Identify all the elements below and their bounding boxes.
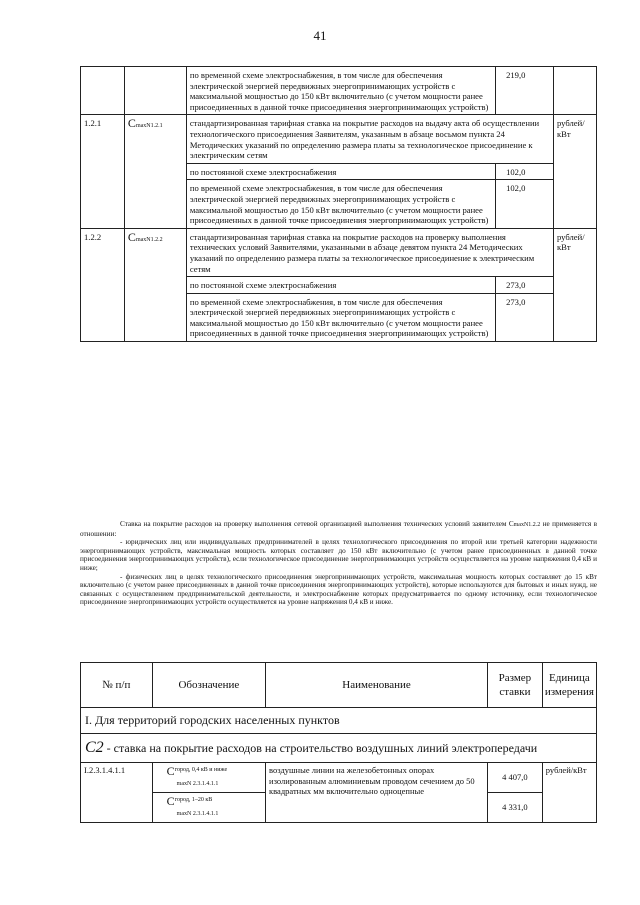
row-code xyxy=(124,67,186,115)
row-number: 1.2.2 xyxy=(81,228,125,341)
row-value: 273,0 xyxy=(496,277,554,294)
row-number xyxy=(81,67,125,115)
row-description: стандартизированная тарифная ставка на покрытие расходов на выдачу акта об осуществлении технологического присоединения Заявителям, указанным в абзаце восьмом пункта 24 Методических указаний по определению размера платы за технологическое присоединение к электрическим сетям xyxy=(186,115,553,163)
code-symbol: C xyxy=(166,763,175,778)
row-number: 1.2.1 xyxy=(81,115,125,228)
code-subscript: maxN 2.3.1.4.1.1 xyxy=(176,781,219,788)
row-value: 102,0 xyxy=(496,163,554,180)
code-symbol: C xyxy=(166,793,175,808)
row-unit: рублей/кВт xyxy=(553,228,596,341)
table-row xyxy=(81,763,597,793)
row-value: 219,0 xyxy=(496,67,554,115)
row-description: по временной схеме электроснабжения, в том числе для обеспечения электрической энергией передвижных энергопринимающих устройств с максимальной мощностью до 150 кВт включительно (с учетом мощности ранее присоединенных в данной точке присоединения энергопринимающих устройств) xyxy=(186,180,495,228)
row-code xyxy=(152,792,265,822)
row-unit: рублей/кВт xyxy=(553,115,596,228)
c2-title: - ставка на покрытие расходов на строительство воздушных линий электропередачи xyxy=(103,741,538,755)
row-description: по временной схеме электроснабжения, в том числе для обеспечения электрической энергией передвижных энергопринимающих устройств с максимальной мощностью до 150 кВт включительно (с учетом мощности ранее присоединенных в данной точке присоединения энергопринимающих устройств) xyxy=(186,293,495,341)
header-code: Обозначение xyxy=(152,663,265,708)
notes-block xyxy=(80,520,597,607)
note-paragraph: - физических лиц в целях технологического присоединения энергопринимающих устройств, максимальная мощность которых составляет до 15 кВт включительно (с учетом ранее присоединенных в данной точке присоединения энергопринимающих устройств), которые используются для бытовых и иных нужд, не связанных с осуществлением предпринимательской деятельности, и электроснабжение которых предусматривается по одному источнику, если технологическое присоединение энергопринимающих устройств осуществляется на уровне напряжения 0,4 кВ и ниже. xyxy=(80,572,597,607)
note-paragraph xyxy=(80,520,597,538)
table-row xyxy=(81,115,597,163)
row-number: I.2.3.1.4.1.1 xyxy=(81,763,153,823)
section-row xyxy=(81,708,597,734)
note-text: Ставка на покрытие расходов на проверку выполнения сетевой организацией выполнения технических условий заявителем C xyxy=(120,520,514,528)
header-name: Наименование xyxy=(266,663,488,708)
table-row xyxy=(81,228,597,276)
row-code xyxy=(124,115,186,228)
code-symbol: C xyxy=(127,229,136,244)
row-value: 273,0 xyxy=(496,293,554,341)
row-description: воздушные линии на железобетонных опорах изолированным алюминиевым проводом сечением до 50 квадратных мм включительно одноцепные xyxy=(266,763,488,823)
row-value: 4 331,0 xyxy=(488,792,543,822)
row-unit xyxy=(553,67,596,115)
row-description: стандартизированная тарифная ставка на покрытие расходов на проверку выполнения технических условий Заявителями, указанными в абзаце девятом пункта 24 Методических указаний по определению размера платы за технологическое присоединение к электрическим сетям xyxy=(186,228,553,276)
code-subscript: maxN 2.3.1.4.1.1 xyxy=(176,811,219,818)
c2-row xyxy=(81,734,597,763)
code-subscript: maxN1.2.2 xyxy=(135,236,163,243)
tariff-table-top xyxy=(80,66,597,342)
c2-title-cell xyxy=(81,734,597,763)
code-symbol: C xyxy=(127,116,136,131)
header-num: № п/п xyxy=(81,663,153,708)
row-description: по временной схеме электроснабжения, в том числе для обеспечения электрической энергией передвижных энергопринимающих устройств с максимальной мощностью до 150 кВт включительно (с учетом мощности ранее присоединенных в данной точке присоединения энергопринимающих устройств) xyxy=(186,67,495,115)
header-rate: Размер ставки xyxy=(488,663,543,708)
code-superscript: город, 1–20 кВ xyxy=(174,796,213,803)
table-row xyxy=(81,67,597,115)
page-number: 41 xyxy=(313,28,327,43)
tariff-table-bottom xyxy=(80,662,597,823)
row-unit: рублей/кВт xyxy=(542,763,596,823)
row-description: по постоянной схеме электроснабжения xyxy=(186,163,495,180)
row-code xyxy=(124,228,186,341)
row-code xyxy=(152,763,265,793)
header-unit: Единица измерения xyxy=(542,663,596,708)
code-superscript: город, 0,4 кВ и ниже xyxy=(174,767,228,773)
note-subscript: maxN1.2.2 xyxy=(513,522,541,528)
row-value: 102,0 xyxy=(496,180,554,228)
note-paragraph: - юридических лиц или индивидуальных предпринимателей в целях технологического присоединения по второй или третьей категории надежности энергопринимающих устройств, максимальная мощность которых составляет до 150 кВт включительно (с учетом ранее присоединенных в данной точке присоединения энергопринимающих устройств), если технологическое присоединение энергопринимающих устройств осуществляется на уровне напряжения 0,4 кВ и ниже; xyxy=(80,538,597,572)
code-subscript: maxN1.2.1 xyxy=(135,123,163,130)
row-description: по постоянной схеме электроснабжения xyxy=(186,277,495,294)
row-value: 4 407,0 xyxy=(488,763,543,793)
section-title: I. Для территорий городских населенных пунктов xyxy=(81,708,597,734)
note-text-end: не применяется в отношении: xyxy=(80,520,597,538)
c2-symbol: C2 xyxy=(85,739,104,756)
table-header-row xyxy=(81,663,597,708)
